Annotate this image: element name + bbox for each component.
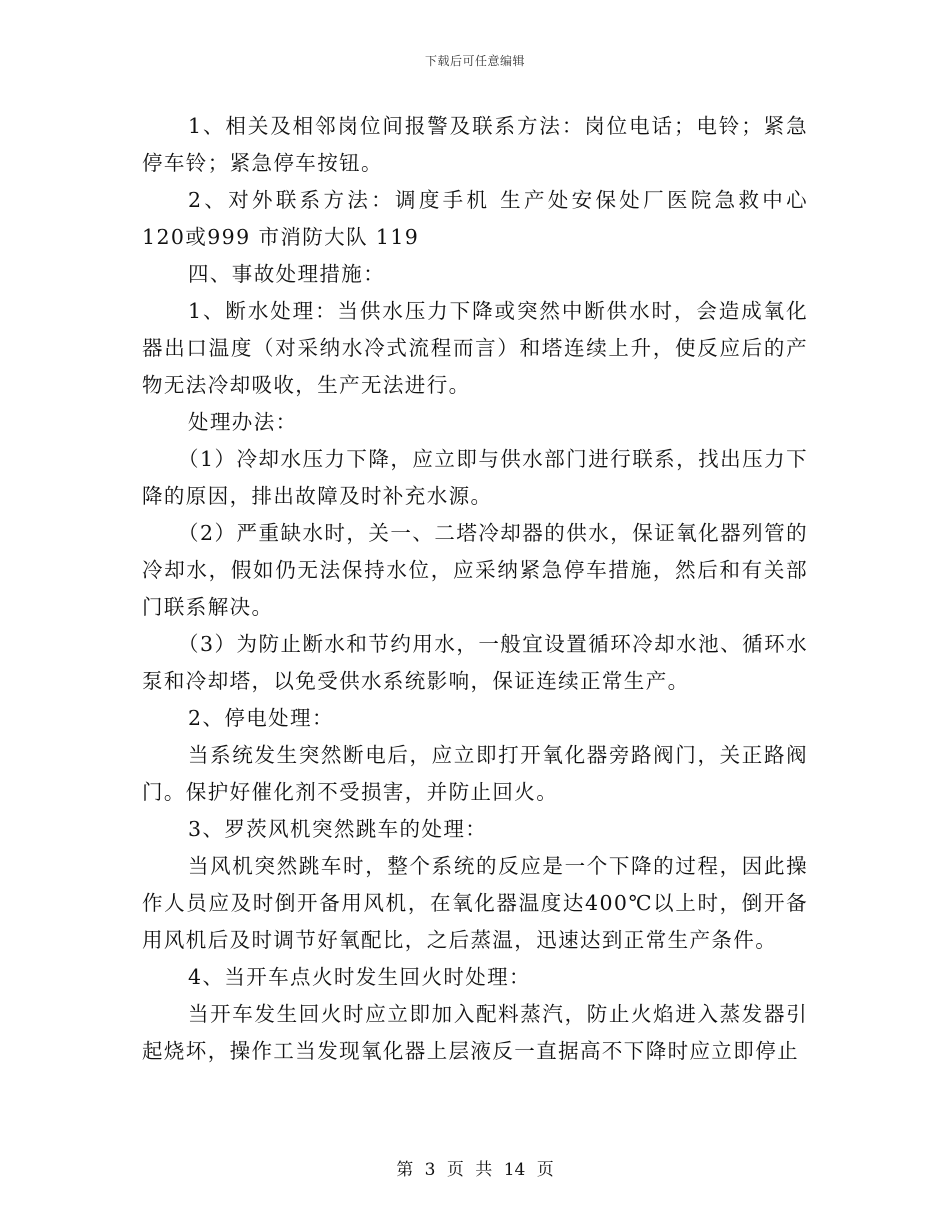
list-item: （3）为防止断水和节约用水，一般宜设置循环冷却水池、循环水泵和冷却塔，以免受供水系统影响，保证连续正常生产。 [142, 632, 808, 693]
document-body [142, 108, 808, 1070]
subheading: 处理办法： [188, 410, 298, 434]
paragraph: 1、断水处理：当供水压力下降或突然中断供水时，会造成氧化器出口温度（对采纳水冷式流程而言）和塔连续上升，使反应后的产物无法冷却吸收，生产无法进行。 [142, 299, 808, 397]
list-item: （2）严重缺水时，关一、二塔冷却器的供水，保证氧化器列管的冷却水，假如仍无法保持水位，应采纳紧急停车措施，然后和有关部门联系解决。 [142, 521, 808, 619]
subheading: 4、当开车点火时发生回火时处理： [188, 965, 531, 989]
page-number: 第 3 页 共 14 页 [396, 1160, 554, 1180]
paragraph: 2、对外联系方法：调度手机 生产处安保处厂医院急救中心 120或999 市消防大队 119 [142, 188, 808, 249]
subheading: 3、罗茨风机突然跳车的处理： [188, 817, 488, 841]
list-item: （1）冷却水压力下降，应立即与供水部门进行联系，找出压力下降的原因，排出故障及时补充水源。 [142, 447, 808, 508]
subheading: 2、停电处理： [188, 706, 334, 730]
paragraph: 当开车发生回火时应立即加入配料蒸汽，防止火焰进入蒸发器引起烧坏，操作工当发现氧化器上层液反一直据高不下降时应立即停止 [142, 1002, 808, 1063]
paragraph: 1、相关及相邻岗位间报警及联系方法：岗位电话；电铃；紧急停车铃；紧急停车按钮。 [142, 114, 808, 175]
paragraph: 当风机突然跳车时，整个系统的反应是一个下降的过程，因此操作人员应及时倒开备用风机，在氧化器温度达400℃以上时，倒开备用风机后及时调节好氧配比，之后蒸温，迅速达到正常生产条件。 [142, 854, 808, 952]
page-header: 下载后可任意编辑 [424, 54, 525, 68]
paragraph: 当系统发生突然断电后，应立即打开氧化器旁路阀门，关正路阀门。保护好催化剂不受损害，并防止回火。 [142, 743, 808, 804]
section-heading: 四、事故处理措施： [188, 262, 386, 286]
